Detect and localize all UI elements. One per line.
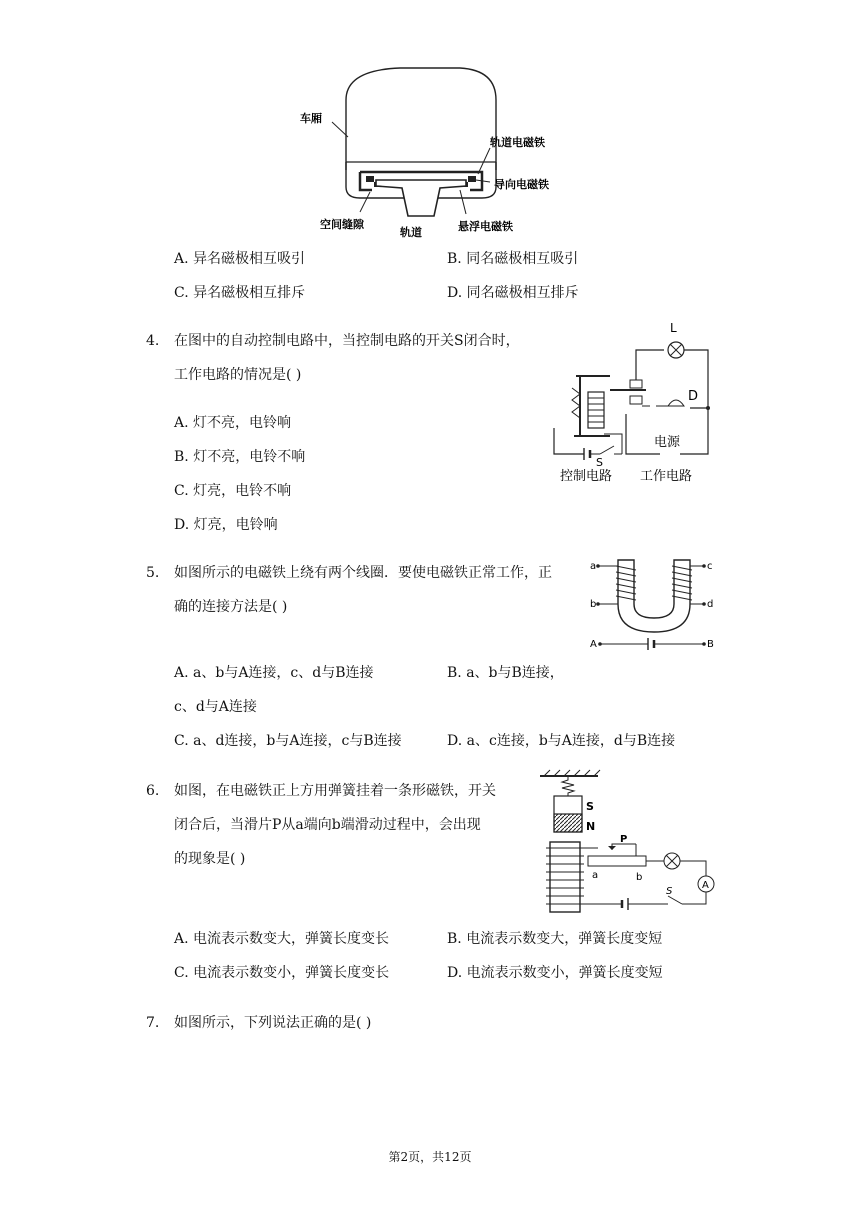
q6-number: 6. — [146, 783, 160, 799]
u-electromagnet-figure — [590, 552, 720, 656]
bell-icon — [668, 400, 684, 406]
maglev-figure — [290, 62, 570, 244]
label-work-circuit: 工作电路 — [640, 469, 693, 484]
rheostat-b-label: b — [636, 872, 643, 883]
terminal-c: c — [707, 561, 713, 572]
q3-option-b[interactable]: B. 同名磁极相互吸引 — [447, 251, 579, 267]
label-car-body: 车厢 — [300, 112, 322, 125]
ammeter-label: A — [702, 880, 709, 891]
q7-stem-line1: 如图所示，下列说法正确的是( ) — [174, 1015, 372, 1031]
q3-option-d[interactable]: D. 同名磁极相互排斥 — [447, 285, 579, 301]
terminal-d: d — [707, 599, 714, 610]
label-track-magnet: 轨道电磁铁 — [490, 136, 545, 149]
q6-option-b[interactable]: B. 电流表示数变大，弹簧长度变短 — [447, 931, 663, 947]
label-control-circuit: 控制电路 — [560, 469, 613, 484]
q4-option-c[interactable]: C. 灯亮，电铃不响 — [174, 483, 292, 499]
label-guide-magnet: 导向电磁铁 — [494, 178, 549, 191]
q4-number: 4. — [146, 333, 160, 349]
label-levitation-magnet: 悬浮电磁铁 — [458, 220, 513, 233]
magnet-s-pole: S — [586, 800, 594, 813]
label-switch: S — [596, 456, 603, 469]
q5-stem-line1: 如图所示的电磁铁上绕有两个线圈．要使电磁铁正常工作，正 — [174, 565, 552, 581]
q4-option-b[interactable]: B. 灯不亮，电铃不响 — [174, 449, 306, 465]
q6-stem-line2: 闭合后，当滑片P从a端向b端滑动过程中，会出现 — [174, 817, 481, 833]
terminal-b: b — [590, 599, 597, 610]
relay-circuit-figure — [550, 318, 720, 488]
q6-option-a[interactable]: A. 电流表示数变大，弹簧长度变长 — [174, 931, 390, 947]
label-air-gap: 空间缝隙 — [320, 218, 364, 231]
slider-p-label: P — [620, 834, 628, 845]
q3-option-a[interactable]: A. 异名磁极相互吸引 — [174, 251, 306, 267]
q6-option-c[interactable]: C. 电流表示数变小，弹簧长度变长 — [174, 965, 390, 981]
q5-option-b[interactable]: B. a、b与B连接， — [447, 665, 564, 681]
label-power: 电源 — [654, 435, 681, 450]
q5-number: 5. — [146, 565, 160, 581]
switch-label: S — [666, 886, 673, 897]
q6-option-d[interactable]: D. 电流表示数变小，弹簧长度变短 — [447, 965, 663, 981]
q5-option-b-cont[interactable]: c、d与A连接 — [174, 699, 257, 715]
terminal-B: B — [707, 639, 714, 650]
q5-option-c[interactable]: C. a、d连接，b与A连接，c与B连接 — [174, 733, 402, 749]
label-bell: D — [688, 389, 699, 404]
label-track: 轨道 — [400, 226, 422, 239]
q4-option-d[interactable]: D. 灯亮，电铃响 — [174, 517, 278, 533]
terminal-a: a — [590, 561, 597, 572]
q5-option-d[interactable]: D. a、c连接，b与A连接，d与B连接 — [447, 733, 676, 749]
q4-stem-line2: 工作电路的情况是( ) — [174, 367, 302, 383]
q3-option-c[interactable]: C. 异名磁极相互排斥 — [174, 285, 306, 301]
q6-stem-line1: 如图，在电磁铁正上方用弹簧挂着一条形磁铁，开关 — [174, 783, 496, 799]
spring-electromagnet-figure — [536, 768, 720, 918]
q5-option-a[interactable]: A. a、b与A连接，c、d与B连接 — [174, 665, 374, 681]
q6-stem-line3: 的现象是( ) — [174, 851, 246, 867]
rheostat-a-label: a — [592, 870, 599, 881]
q4-option-a[interactable]: A. 灯不亮，电铃响 — [174, 415, 292, 431]
q7-number: 7. — [146, 1015, 160, 1031]
label-lamp: L — [670, 321, 677, 335]
magnet-n-pole: N — [586, 820, 596, 833]
terminal-A: A — [590, 639, 597, 650]
page-footer: 第2页，共12页 — [388, 1150, 472, 1164]
q5-stem-line2: 确的连接方法是( ) — [174, 599, 288, 615]
q4-stem-line1: 在图中的自动控制电路中，当控制电路的开关S闭合时， — [174, 333, 520, 349]
